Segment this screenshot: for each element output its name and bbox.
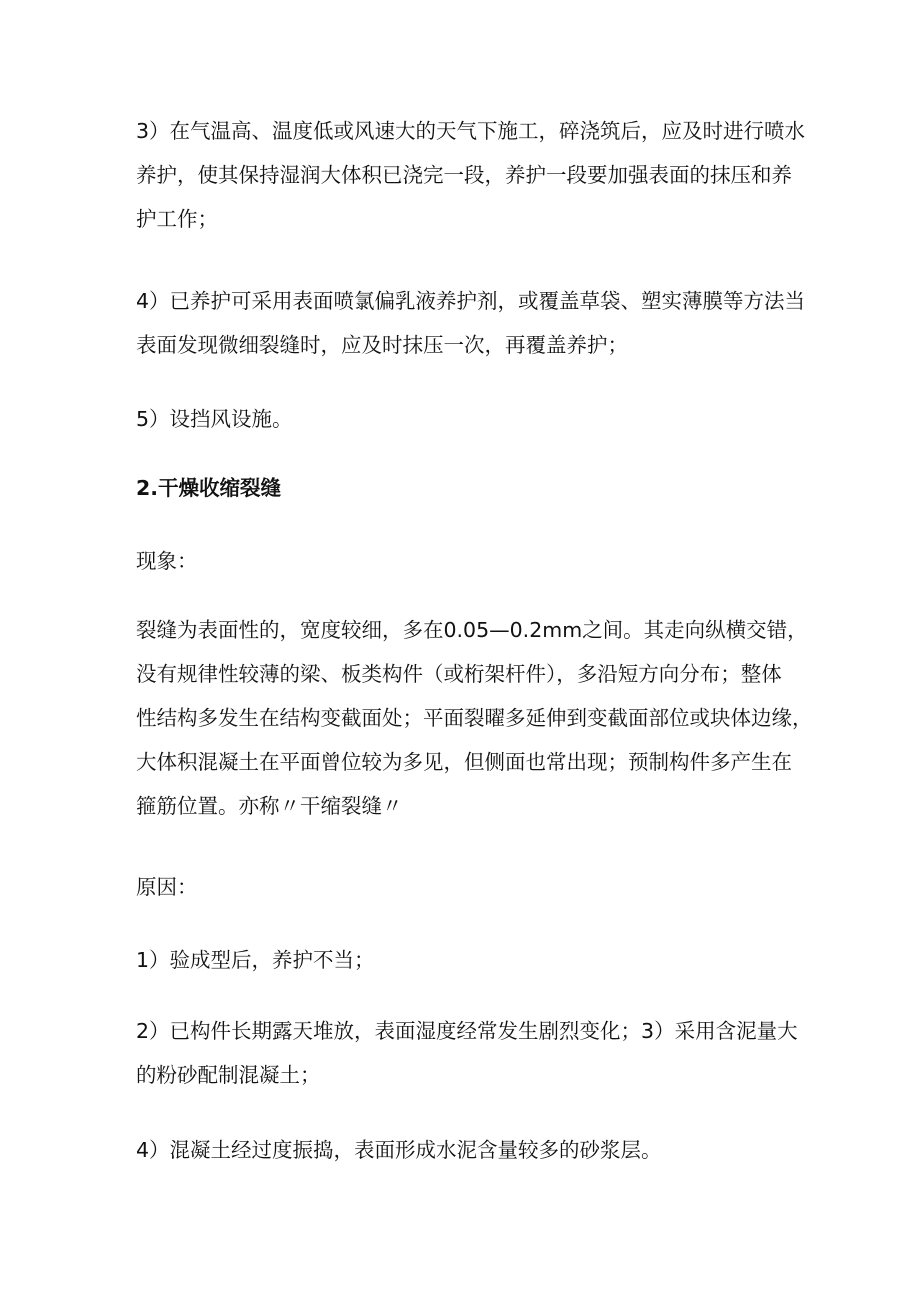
- text-line: 1）验成型后，养护不当；: [136, 948, 375, 972]
- text-line: 表面发现微细裂缝时，应及时抹压一次，再覆盖养护；: [136, 333, 628, 357]
- paragraph-item-5-windbreak: [136, 397, 796, 441]
- paragraph-item-3-sunlight-curing: [136, 109, 806, 241]
- paragraph-cause-4: [136, 1128, 796, 1172]
- section-heading-dry-shrinkage: [136, 466, 796, 510]
- text-line: 养护，使其保持湿润大体积已浇完一段，养护一段要加强表面的抹压和养: [136, 163, 792, 187]
- text-line: 护工作；: [136, 207, 218, 231]
- text-line: 箍筋位置。亦称〃干缩裂缝〃: [136, 794, 403, 818]
- text-line: 5）设挡风设施。: [136, 407, 293, 431]
- label-phenomenon: [136, 539, 796, 583]
- text-line: 的粉砂配制混凝土；: [136, 1063, 321, 1087]
- text-line: 现象：: [136, 549, 198, 573]
- text-line: 4）已养护可采用表面喷氯偏乳液养护剂，或覆盖草袋、塑实薄膜等方法当: [136, 289, 806, 313]
- paragraph-item-4-curing-agent: [136, 279, 806, 367]
- text-line: 没有规律性较薄的梁、板类构件（或桁架杆件），多沿短方向分布；整体: [136, 662, 782, 686]
- text-line: 性结构多发生在结构变截面处；平面裂曜多延伸到变截面部位或块体边缘，: [136, 706, 813, 730]
- text-line: 3）在气温高、温度低或风速大的天气下施工，碎浇筑后，应及时进行喷水: [136, 119, 806, 143]
- text-line: 裂缝为表面性的，宽度较细，多在0.05—0.2mm之间。其走向纵横交错，: [136, 618, 808, 642]
- text-line: 原因：: [136, 875, 198, 899]
- text-line: 大体积混凝土在平面曾位较为多见，但侧面也常出现；预制构件多产生在: [136, 750, 792, 774]
- paragraph-cause-2-3: [136, 1009, 796, 1097]
- label-cause: [136, 865, 796, 909]
- paragraph-phenomenon-description: [136, 608, 813, 828]
- text-line: 4）混凝土经过度振捣，表面形成水泥含量较多的砂浆层。: [136, 1138, 662, 1162]
- heading-text: 2.干燥收缩裂缝: [136, 476, 282, 500]
- paragraph-cause-1: [136, 938, 796, 982]
- text-line: 2）已构件长期露天堆放，表面湿度经常发生剧烈变化；3）采用含泥量大: [136, 1019, 798, 1043]
